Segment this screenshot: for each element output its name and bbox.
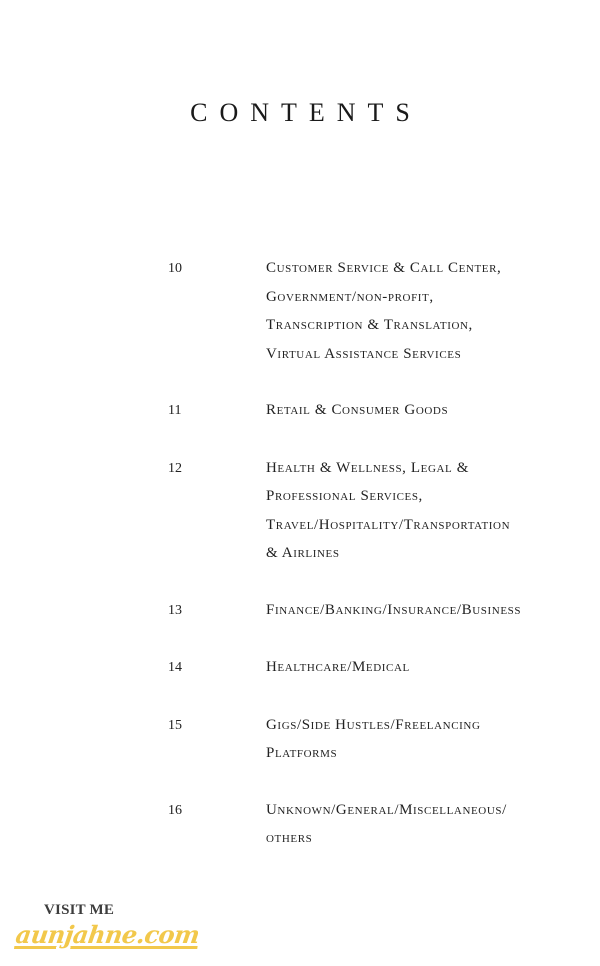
toc-entry-title <box>266 653 568 683</box>
toc-entry-title <box>266 396 568 426</box>
toc-entry-line: Health & Wellness, Legal & <box>266 459 469 476</box>
toc-entry[interactable] <box>168 796 568 853</box>
toc-entry-title <box>266 796 568 853</box>
visit-me-label: VISIT ME <box>44 902 115 918</box>
toc-entry-title <box>266 454 568 568</box>
toc-page-number: 13 <box>168 602 182 618</box>
toc-entry-line: Healthcare/Medical <box>266 659 410 675</box>
toc-entry-line: Professional Services, <box>266 488 423 504</box>
toc-page-number: 14 <box>168 660 182 675</box>
table-of-contents <box>168 254 568 881</box>
toc-entry-line: Gigs/Side Hustles/Freelancing <box>266 716 481 733</box>
toc-entry-title <box>266 711 568 768</box>
website-link[interactable]: aunjahne.com <box>13 920 202 949</box>
toc-entry-line: Transcription & Translation, <box>266 317 473 333</box>
toc-page-number: 12 <box>168 460 182 476</box>
toc-entry[interactable] <box>168 396 568 426</box>
toc-entry-line: Unknown/General/Miscellaneous/ <box>266 801 507 818</box>
toc-entry-title <box>266 254 568 368</box>
toc-entry-line: Platforms <box>266 745 338 761</box>
toc-entry-line: & Airlines <box>266 545 340 561</box>
toc-page-number: 15 <box>168 717 182 733</box>
toc-entry[interactable] <box>168 653 568 683</box>
toc-entry-line: Retail & Consumer Goods <box>266 402 449 418</box>
toc-entry[interactable] <box>168 454 568 568</box>
toc-entry-line: Travel/Hospitality/Transportation <box>266 516 511 533</box>
toc-page-number: 11 <box>168 403 182 418</box>
toc-entry-title <box>266 596 568 626</box>
toc-entry-line: Finance/Banking/Insurance/Business <box>266 601 522 618</box>
toc-entry-line: others <box>266 830 313 846</box>
toc-entry[interactable] <box>168 254 568 368</box>
toc-entry-line: Customer Service & Call Center, <box>266 260 502 276</box>
toc-entry-line: Government/non-profit, <box>266 288 434 305</box>
toc-entry[interactable] <box>168 711 568 768</box>
toc-entry-line: Virtual Assistance Services <box>266 345 462 362</box>
toc-page-number: 16 <box>168 802 182 818</box>
page-title: CONTENTS <box>190 98 422 127</box>
visit-me-logo[interactable] <box>13 900 202 962</box>
toc-page-number: 10 <box>168 261 182 276</box>
toc-entry[interactable] <box>168 596 568 626</box>
